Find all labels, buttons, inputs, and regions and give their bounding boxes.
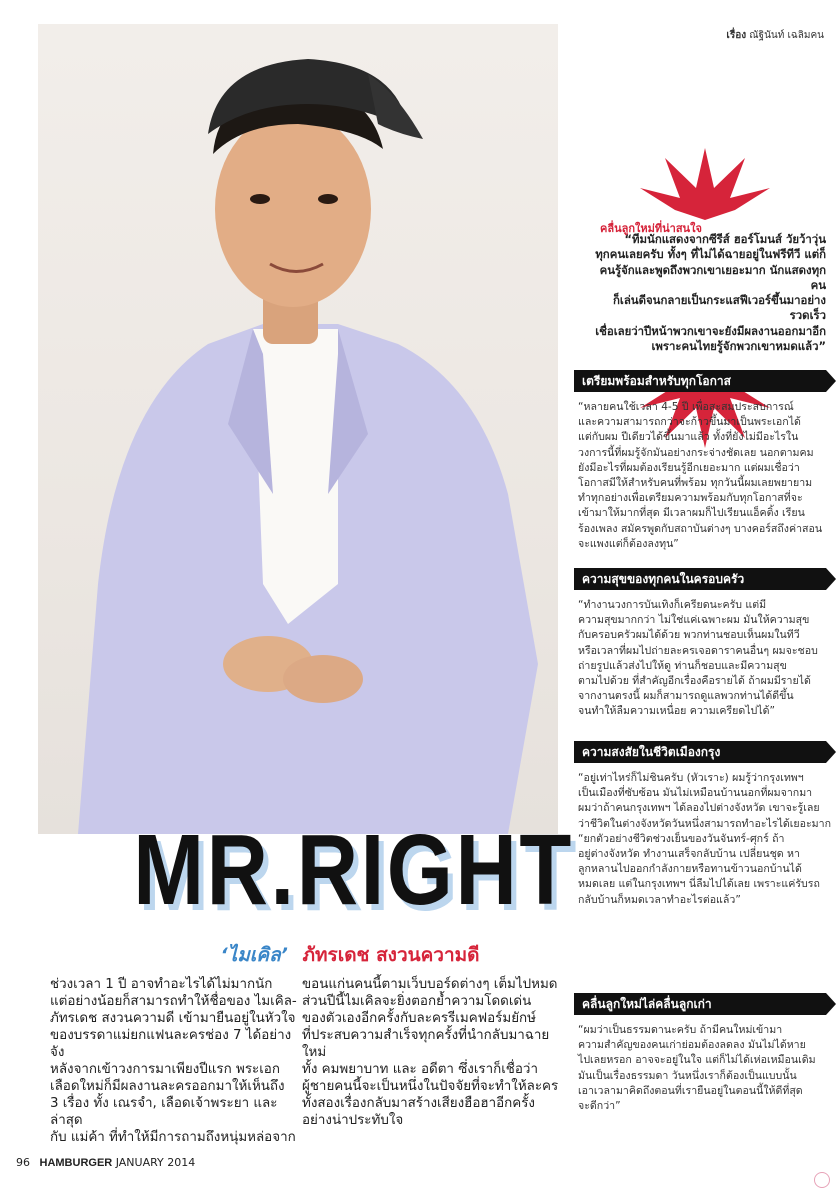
- section-heading: คลื่นลูกใหม่ไล่คลื่นลูกเก่า: [574, 993, 836, 1015]
- section-heading: เตรียมพร้อมสำหรับทุกโอกาส: [574, 370, 836, 392]
- body-line: ผู้ชายคนนี้จะเป็นหนึ่งในปัจจัยที่จะทำให้ละคร: [302, 1079, 559, 1094]
- section-line: ตามไปด้วย ที่สำคัญอีกเรื่องคือรายได้ ถ้าผมมีรายได้: [578, 675, 811, 688]
- quote-line: เพราะคนไทยรู้จักพวกเขาหมดแล้ว”: [651, 339, 826, 354]
- section-line: “อยู่เท่าไหร่ก็ไม่ชินครับ (หัวเราะ) ผมรู้ว่ากรุงเทพฯ: [578, 772, 804, 784]
- quote-line: “ทีมนักแสดงจากซีรีส์ ฮอร์โมนส์ วัยว้าวุ่น: [624, 232, 826, 246]
- body-line: เลือดใหม่ก็มีผลงานละครออกมาให้เห็นถึง: [50, 1079, 285, 1094]
- section-line: กลับบ้านก็หมดเวลาทำอะไรต่อแล้ว”: [578, 893, 741, 906]
- body-line: ของบรรดาแม่ยกแฟนละครช่อง 7 ได้อย่างจัง: [50, 1028, 292, 1060]
- section-body: [578, 400, 836, 552]
- section-line: ลูกหลานไปออกกำลังกายหรือทานข้าวนอกบ้านได้: [578, 863, 802, 876]
- section-line: จนทำให้ลืมความเหนื่อย ความเครียดไปได้”: [578, 705, 775, 718]
- body-line: 3 เรื่อง ทั้ง เณรจำ, เลือดเจ้าพระยา และล่าสุด: [50, 1096, 278, 1128]
- section-line: ผมว่าถ้าคนกรุงเทพฯ ได้ลองไปต่างจังหวัด เขาจะรู้เลย: [578, 802, 820, 815]
- credit-label: เรื่อง: [726, 30, 747, 41]
- issue-date: JANUARY 2014: [115, 1156, 196, 1169]
- pull-quote-text: [588, 232, 826, 354]
- subtitle: [140, 940, 560, 970]
- section-line: “ทำงานวงการบันเทิงก็เครียดนะครับ แต่มี: [578, 599, 767, 611]
- section-line: ร้องเพลง สมัครพูดกับสถาบันต่างๆ บางคอร์สถึงค่าสอน: [578, 522, 823, 535]
- section-line: อยู่ต่างจังหวัด ทำงานเสร็จกลับบ้าน เปลี่ยนชุด หา: [578, 848, 800, 861]
- body-line: ภัทรเดช สงวนความดี เข้ามายืนอยู่ในหัวใจ: [50, 1011, 296, 1026]
- magazine-name: HAMBURGER: [39, 1157, 113, 1169]
- subtitle-fullname: ภัทรเดช สงวนความดี: [302, 944, 480, 966]
- section-line: ยังมีอะไรที่ผมต้องเรียนรู้อีกเยอะมาก แต่ผมเชื่อว่า: [578, 461, 800, 474]
- section-line: “หลายคนใช้เวลา 4-5 ปี เพื่อสะสมประสบการณ์: [578, 401, 794, 413]
- section-heading: ความสุขของทุกคนในครอบครัว: [574, 568, 836, 590]
- body-line: แต่อย่างน้อยก็สามารถทำให้ชื่อของ ไมเคิล-: [50, 994, 297, 1009]
- section-line: แต่กับผม ปีเดียวได้ขึ้นมาแล้ว ทั้งที่ยังไม่มีอะไรใน: [578, 431, 799, 444]
- quote-line: ก็เล่นดีจนกลายเป็นกระแสฟีเวอร์ขึ้นมาอย่างรวดเร็ว: [613, 293, 826, 323]
- cover-photo: [38, 24, 558, 834]
- section-line: โอกาสมีให้สำหรับคนที่พร้อม ทุกวันนี้ผมเลยพยายาม: [578, 477, 813, 490]
- section-line: และความสามารถกว่าจะก้าวขึ้นมาเป็นพระเอกได้: [578, 416, 801, 429]
- section-line: ทำทุกอย่างเพื่อเตรียมความพร้อมกับทุกโอกาสที่จะ: [578, 492, 803, 505]
- section-line: มันเป็นเรื่องธรรมดา วันหนึ่งเราก็ต้องเป็นแบบนั้น: [578, 1069, 797, 1082]
- section-body: [578, 771, 836, 908]
- body-column-left: [50, 976, 300, 1146]
- section-line: จากงานตรงนี้ ผมก็สามารถดูแลพวกท่านได้ดีขึ้น: [578, 690, 794, 703]
- portrait-illustration: [38, 24, 558, 834]
- section-line: วงการนี้ที่ผมรู้จักมันอย่างกระจ่างชัดเลย นอกตามคม: [578, 446, 814, 459]
- body-line: ช่วงเวลา 1 ปี อาจทำอะไรได้ไม่มากนัก: [50, 977, 273, 992]
- section-line: ว่าชีวิตในต่างจังหวัดวันหนึ่งสามารถทำอะไรได้เยอะมาก: [578, 817, 831, 830]
- section-body: [578, 598, 836, 720]
- page-mark-icon: [814, 1172, 830, 1188]
- body-line: ขอนแก่นคนนี้ตามเว็บบอร์ดต่างๆ เต็มไปหมด: [302, 977, 558, 992]
- section-line: ไปเลยหรอก อาจจะอยู่ในใจ แต่ก็ไม่ได้เห่อเหมือนเดิม: [578, 1054, 816, 1067]
- body-line: ทั้งสองเรื่องกลับมาสร้างเสียงฮือฮาอีกครั้ง: [302, 1096, 535, 1111]
- body-column-right: [302, 976, 564, 1129]
- section-line: หมดเลย แต่ในกรุงเทพฯ นี่ลืมไปได้เลย เพราะแค่รับรถ: [578, 878, 820, 891]
- body-line: ทั้ง คมพยาบาท และ อดีตา ซึ่งเราก็เชื่อว่า: [302, 1062, 538, 1077]
- quote-line: คนรู้จักและพูดถึงพวกเขาเยอะมาก นักแสดงทุกคน: [599, 262, 826, 292]
- section-line: จะแพงแต่ก็ต้องลงทุน”: [578, 537, 679, 550]
- author-credit: [726, 28, 824, 43]
- body-line: หลังจากเข้าวงการมาเพียงปีแรก พระเอก: [50, 1062, 280, 1077]
- page-footer: [16, 1156, 195, 1169]
- quote-line: เชื่อเลยว่าปีหน้าพวกเขาจะยังมีผลงานออกมาอีก: [595, 323, 826, 338]
- section-line: เป็นเมืองที่ซับซ้อน มันไม่เหมือนบ้านนอกที่ผมจากมา: [578, 787, 813, 800]
- body-line: ที่ประสบความสำเร็จทุกครั้งที่นำกลับมาฉายใหม่: [302, 1028, 550, 1060]
- body-line: ของตัวเองอีกครั้งกับละครรีเมคฟอร์มยักษ์: [302, 1011, 536, 1026]
- pull-quote-title: คลื่นลูกใหม่ที่น่าสนใจ: [600, 222, 702, 235]
- body-line: กับ แม่ค้า ที่ทำให้มีการถามถึงหนุ่มหล่อจาก: [50, 1130, 296, 1145]
- section-line: “ผมว่าเป็นธรรมดานะครับ ถ้ามีคนใหม่เข้ามา: [578, 1024, 783, 1036]
- section-line: ความสำคัญของคนเก่าย่อมต้องลดลง มันไม่ได้หาย: [578, 1039, 806, 1052]
- section-line: ความสุขมากกว่า ไม่ใช่แค่เฉพาะผม มันให้ความสุข: [578, 614, 810, 627]
- section-line: จะดีกว่า”: [578, 1100, 621, 1113]
- section-heading: ความสงสัยในชีวิตเมืองกรุง: [574, 741, 836, 763]
- section-line: เข้ามาให้มากที่สุด มีเวลาผมก็ไปเรียนแอ็คติ้ง เรียน: [578, 507, 805, 520]
- body-line: อย่างน่าประทับใจ: [302, 1113, 404, 1128]
- section-line: หรือเวลาที่ผมไปถ่ายละครเจอดาราคนอื่นๆ ผมจะชอบ: [578, 644, 818, 657]
- section-line: “ยกตัวอย่างชีวิตช่วงเย็นของวันจันทร์-ศุกร์ ถ้า: [578, 832, 785, 845]
- credit-name: ณัฐินันท์ เฉลิมคน: [749, 30, 824, 41]
- quote-line: ทุกคนเลยครับ ทั้งๆ ที่ไม่ได้ฉายอยู่ในฟรีทีวี แต่ก็: [595, 247, 826, 262]
- section-line: เอาเวลามาคิดถึงตอนที่เรายืนอยู่ในตอนนี้ให้ดีที่สุด: [578, 1084, 803, 1097]
- section-line: ถ่ายรูปแล้วส่งไปให้ดู ท่านก็ชอบและมีความสุข: [578, 659, 787, 672]
- page-number: 96: [16, 1156, 30, 1169]
- section-body: [578, 1023, 836, 1114]
- subtitle-nickname: ‘ไมเคิล’: [220, 944, 288, 966]
- headline: MR.RIGHT: [133, 814, 574, 926]
- section-line: กับครอบครัวผมได้ด้วย พวกท่านชอบเห็นผมในทีวี: [578, 629, 800, 642]
- body-line: ส่วนปีนี้ไมเคิลจะยิ่งตอกย้ำความโดดเด่น: [302, 994, 532, 1009]
